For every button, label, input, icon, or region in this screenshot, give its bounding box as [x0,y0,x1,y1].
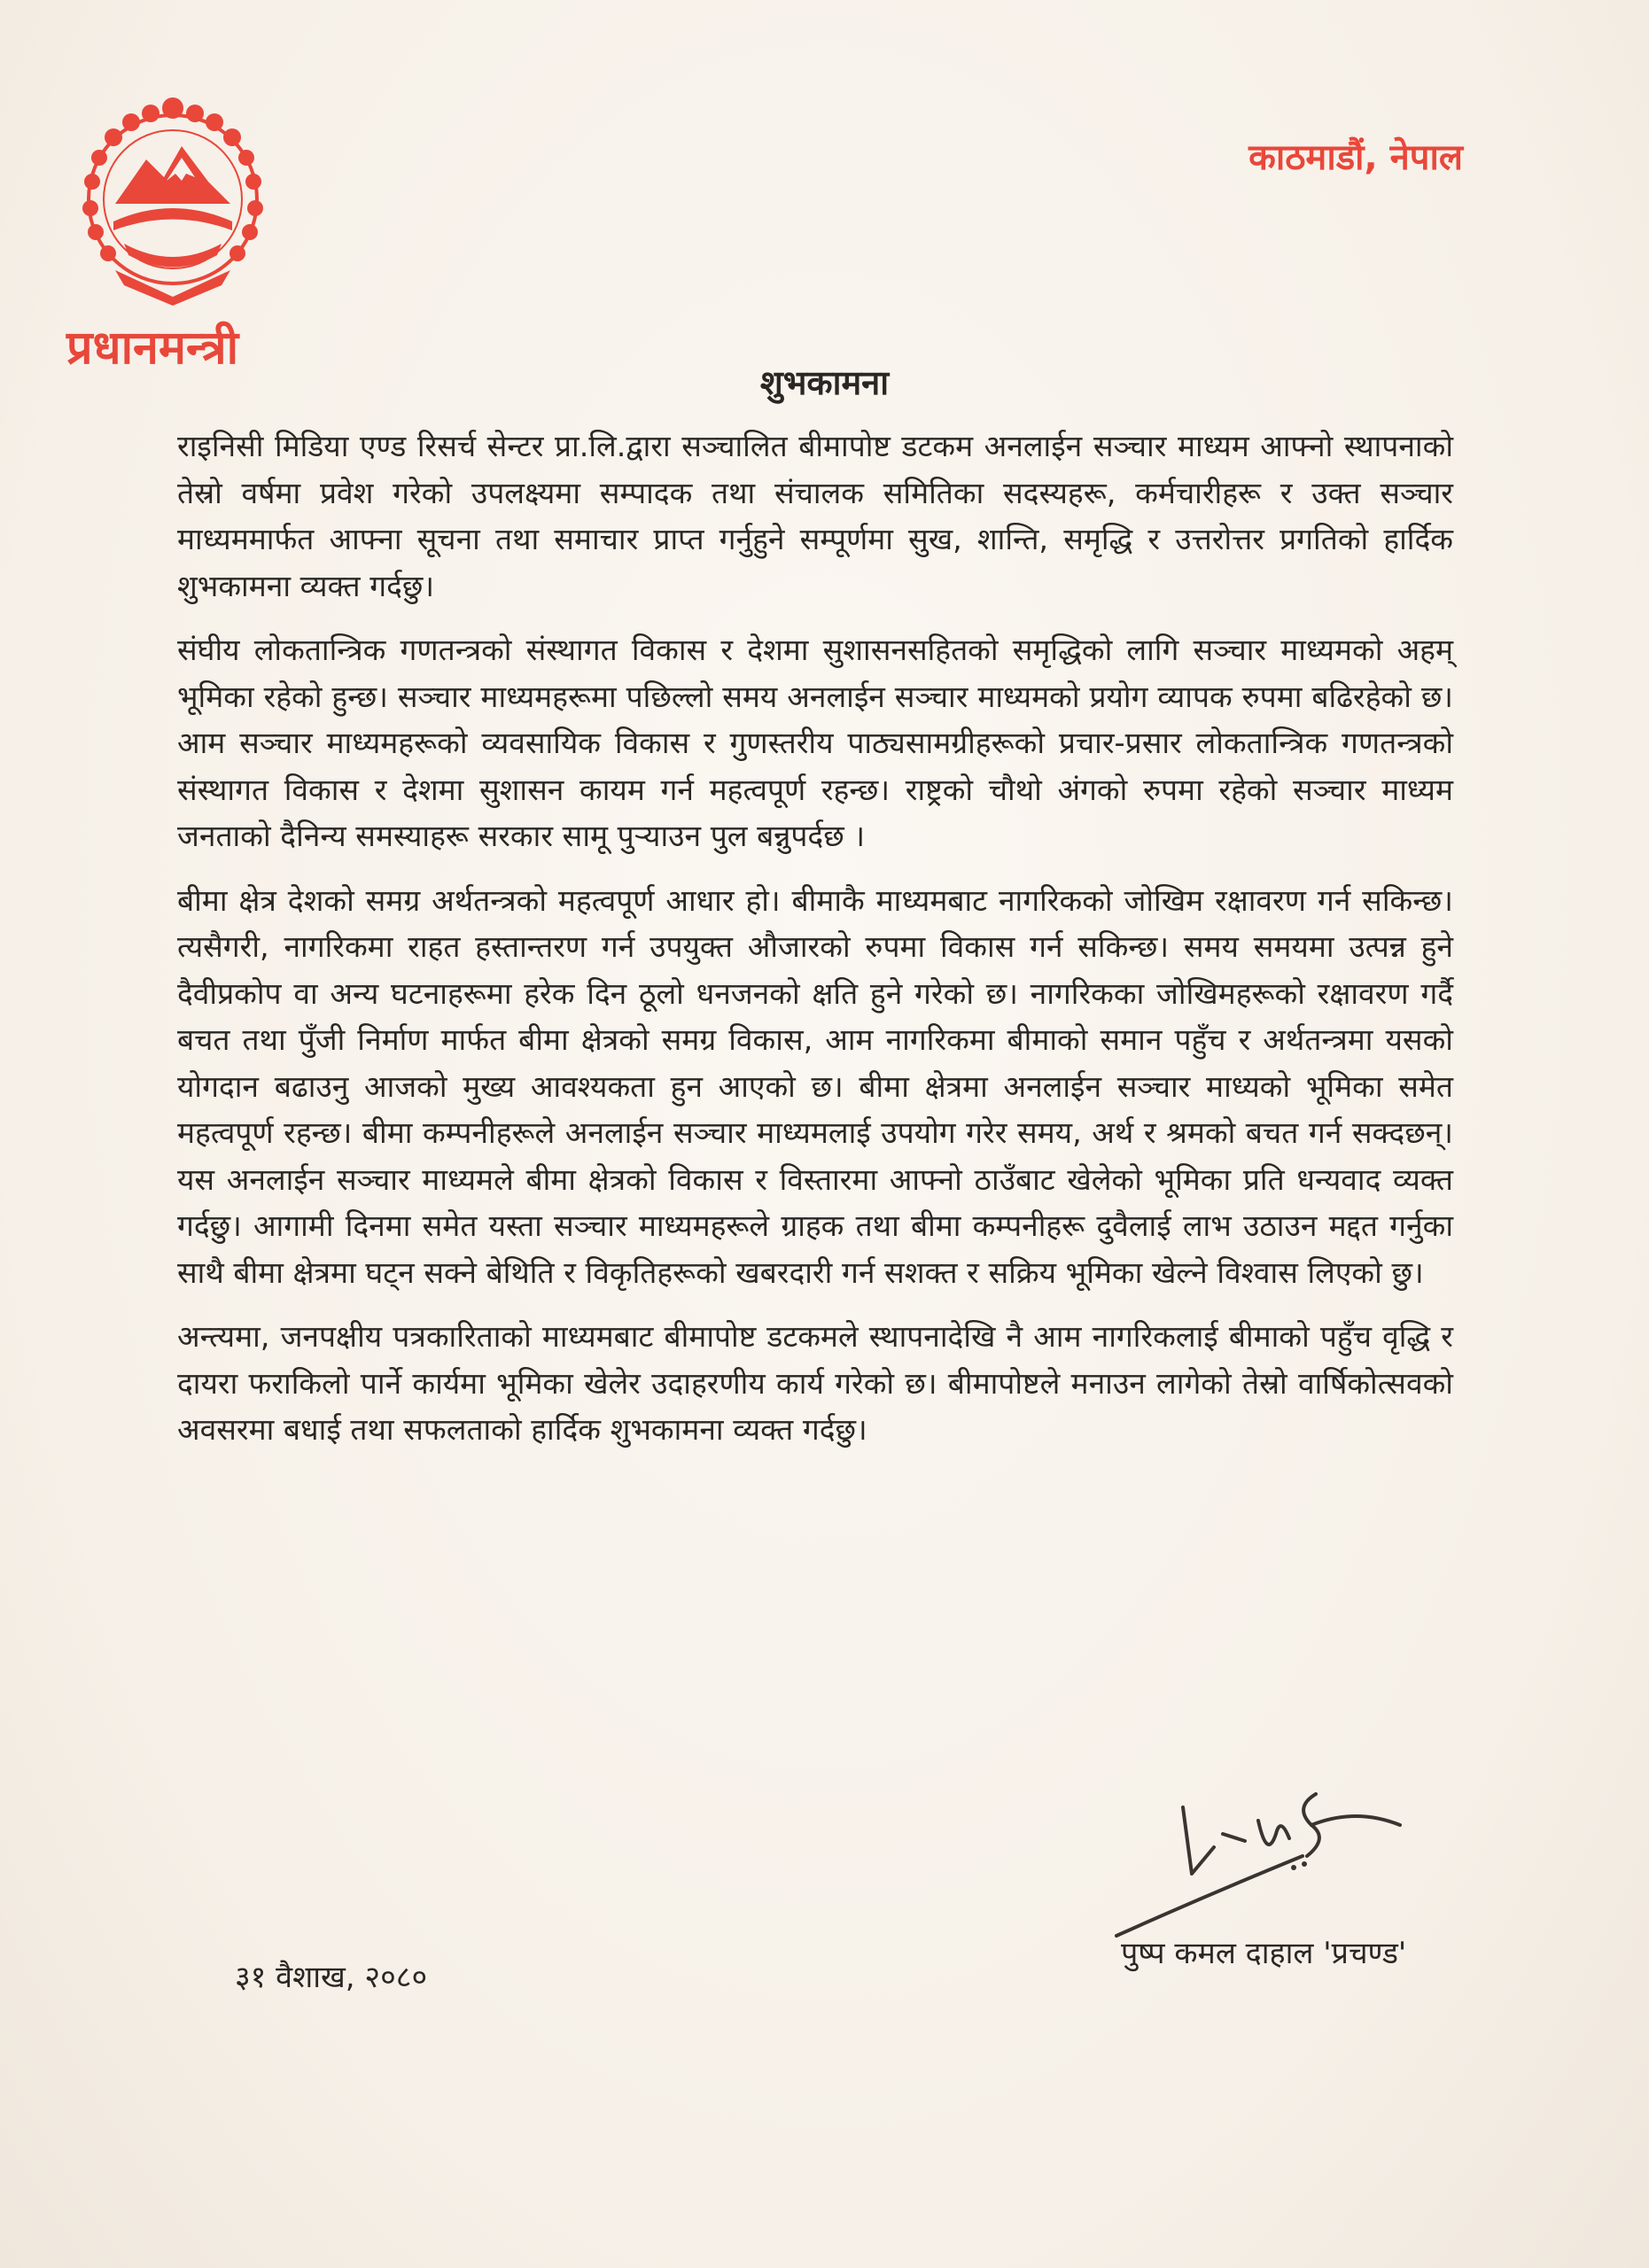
paragraph-1: राइनिसी मिडिया एण्ड रिसर्च सेन्टर प्रा.लि.द्वारा सञ्चालित बीमापोष्ट डटकम अनलाईन सञ्चार माध्यम आफ्नो स्थापनाको तेस्रो वर्षमा प्रवेश गरेको उपलक्ष्यमा सम्पादक तथा संचालक समितिका सदस्यहरू, कर्मचारीहरू र उक्त सञ्चार माध्यममार्फत आफ्ना सूचना तथा समाचार प्राप्त गर्नुहुने सम्पूर्णमा सुख, शान्ति, समृद्धि र उत्तरोत्तर प्रगतिको हार्दिक शुभकामना व्यक्त गर्दछु। [177,429,1453,603]
signatory-name: पुष्प कमल दाहाल 'प्रचण्ड' [1121,1936,1407,1971]
nepal-emblem-icon [62,89,284,310]
paragraph-3: बीमा क्षेत्र देशको समग्र अर्थतन्त्रको महत्वपूर्ण आधार हो। बीमाकै माध्यमबाट नागरिकको जोखिम रक्षावरण गर्न सकिन्छ। त्यसैगरी, नागरिकमा राहत हस्तान्तरण गर्न उपयुक्त औजारको रुपमा विकास गर्न सकिन्छ। समय समयमा उत्पन्न हुने दैवीप्रकोप वा अन्य घटनाहरूमा हरेक दिन ठूलो धनजनको क्षति हुने गरेको छ। नागरिकका जोखिमहरूको रक्षावरण गर्दै बचत तथा पुँजी निर्माण मार्फत बीमा क्षेत्रको समग्र विकास, आम नागरिकमा बीमाको समान पहुँच र अर्थतन्त्रमा यसको योगदान बढाउनु आजको मुख्य आवश्यकता हुन आएको छ। बीमा क्षेत्रमा अनलाईन सञ्चार माध्यको भूमिका समेत महत्वपूर्ण रहन्छ। बीमा कम्पनीहरूले अनलाईन सञ्चार माध्यमलाई उपयोग गरेर समय, अर्थ र श्रमको बचत गर्न सक्दछन्। यस अनलाईन सञ्चार माध्यमले बीमा क्षेत्रको विकास र विस्तारमा आफ्नो ठाउँबाट खेलेको भूमिका प्रति धन्यवाद व्यक्त गर्दछु। आगामी दिनमा समेत यस्ता सञ्चार माध्यमहरूले ग्राहक तथा बीमा कम्पनीहरू दुवैलाई लाभ उठाउन मद्दत गर्नुका साथै बीमा क्षेत्रमा घट्न सक्ने बेथिति र विकृतिहरूको खबरदारी गर्न सशक्त र सक्रिय भूमिका खेल्ने विश्वास लिएको छु। [177,882,1453,1290]
letter-date: ३१ वैशाख, २०८० [235,1960,428,1995]
paragraph-4: अन्त्यमा, जनपक्षीय पत्रकारिताको माध्यमबाट बीमापोष्ट डटकमले स्थापनादेखि नै आम नागरिकलाई बीमाको पहुँच वृद्धि र दायरा फराकिलो पार्ने कार्यमा भूमिका खेलेर उदाहरणीय कार्य गरेको छ। बीमापोष्टले मनाउन लागेको तेस्रो वार्षिकोत्सवको अवसरमा बधाई तथा सफलताको हार्दिक शुभकामना व्यक्त गर्दछु। [177,1319,1453,1447]
letter-body [177,423,1453,1472]
signature-icon [1099,1772,1418,1949]
paragraph-2: संघीय लोकतान्त्रिक गणतन्त्रको संस्थागत विकास र देशमा सुशासनसहितको समृद्धिको लागि सञ्चार माध्यमको अहम् भूमिका रहेको हुन्छ। सञ्चार माध्यमहरूमा पछिल्लो समय अनलाईन सञ्चार माध्यमको प्रयोग व्यापक रुपमा बढिरहेको छ। आम सञ्चार माध्यमहरूको व्यवसायिक विकास र गुणस्तरीय पाठ्यसामग्रीहरूको प्रचार-प्रसार लोकतान्त्रिक गणतन्त्रको संस्थागत विकास र देशमा सुशासन कायम गर्न महत्वपूर्ण रहन्छ। राष्ट्रको चौथो अंगको रुपमा रहेको सञ्चार माध्यम जनताको दैनिन्य समस्याहरू सरकार सामू पुर्‍याउन पुल बन्नुपर्दछ । [177,633,1453,853]
location: काठमाडौं, नेपाल [1248,137,1463,178]
letter-heading: शुभकामना [759,363,890,402]
office-title: प्रधानमन्त्री [66,322,239,375]
